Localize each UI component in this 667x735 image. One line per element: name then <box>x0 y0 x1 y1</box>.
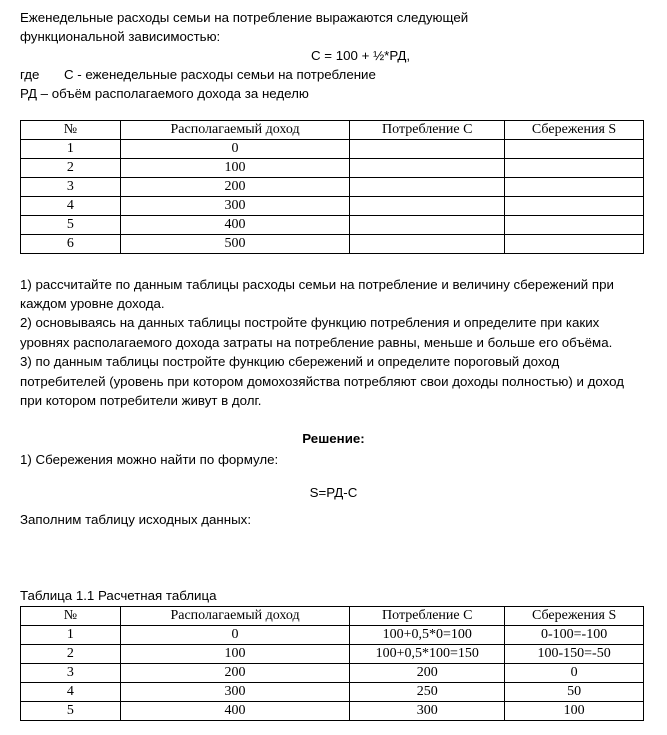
cell: 50 <box>505 683 644 702</box>
consumption-formula: С = 100 + ½*РД, <box>311 48 411 63</box>
cell: 5 <box>21 216 121 235</box>
cell: 1 <box>21 626 121 645</box>
cell <box>350 178 505 197</box>
cell: 100+0,5*0=100 <box>350 626 505 645</box>
cell <box>350 216 505 235</box>
solution-heading: Решение: <box>302 431 365 446</box>
table-header-row <box>21 607 644 626</box>
cell: 0-100=-100 <box>505 626 644 645</box>
table-row <box>21 140 644 159</box>
cell: 0 <box>505 664 644 683</box>
cell <box>350 197 505 216</box>
table-row <box>21 197 644 216</box>
header-savings: Сбережения S <box>505 607 644 626</box>
solution-step-1: 1) Сбережения можно найти по формуле: <box>20 452 279 467</box>
task-line: потребителей (уровень при котором домохозяйства потребляют свои доходы полностью) и доход <box>20 374 624 389</box>
cell: 100 <box>120 159 350 178</box>
table-row <box>21 216 644 235</box>
calculation-table <box>20 606 644 721</box>
cell: 200 <box>120 178 350 197</box>
intro-line-2: функциональной зависимостью: <box>20 29 221 44</box>
cell: 100 <box>505 702 644 721</box>
table-row <box>21 178 644 197</box>
cell: 100+0,5*100=150 <box>350 645 505 664</box>
task-line: 2) основываясь на данных таблицы постройте функцию потребления и определите при каких <box>20 315 600 330</box>
cell: 250 <box>350 683 505 702</box>
cell <box>505 235 644 254</box>
cell: 300 <box>120 683 350 702</box>
cell: 400 <box>120 216 350 235</box>
task-line: каждом уровне дохода. <box>20 296 165 311</box>
cell: 5 <box>21 702 121 721</box>
source-table <box>20 120 644 254</box>
task-line: 1) рассчитайте по данным таблицы расходы семьи на потребление и величину сбережений при <box>20 277 614 292</box>
table-row <box>21 235 644 254</box>
cell: 300 <box>120 197 350 216</box>
table-row <box>21 159 644 178</box>
cell <box>350 140 505 159</box>
cell: 3 <box>21 664 121 683</box>
cell <box>505 140 644 159</box>
task-line: при котором потребители живут в долг. <box>20 393 262 408</box>
where-label: где <box>20 67 40 82</box>
header-income: Располагаемый доход <box>120 121 350 140</box>
cell: 4 <box>21 197 121 216</box>
cell <box>505 197 644 216</box>
cell: 200 <box>120 664 350 683</box>
header-number: № <box>21 607 121 626</box>
cell <box>350 235 505 254</box>
cell: 3 <box>21 178 121 197</box>
header-consumption: Потребление С <box>350 121 505 140</box>
cell: 300 <box>350 702 505 721</box>
cell: 1 <box>21 140 121 159</box>
cell: 0 <box>120 140 350 159</box>
cell <box>505 216 644 235</box>
cell: 200 <box>350 664 505 683</box>
savings-formula: S=РД-С <box>309 485 358 500</box>
intro-line-1: Еженедельные расходы семьи на потребление выражаются следующей <box>20 10 469 25</box>
table-header-row <box>21 121 644 140</box>
cell <box>505 159 644 178</box>
header-consumption: Потребление С <box>350 607 505 626</box>
where-rd-definition: РД – объём располагаемого дохода за неделю <box>20 86 309 101</box>
header-number: № <box>21 121 121 140</box>
cell: 100 <box>120 645 350 664</box>
cell: 0 <box>120 626 350 645</box>
table-row <box>21 683 644 702</box>
header-income: Располагаемый доход <box>120 607 350 626</box>
cell: 4 <box>21 683 121 702</box>
cell <box>505 178 644 197</box>
cell: 2 <box>21 645 121 664</box>
cell: 2 <box>21 159 121 178</box>
cell: 400 <box>120 702 350 721</box>
table-row <box>21 664 644 683</box>
cell: 100-150=-50 <box>505 645 644 664</box>
cell: 500 <box>120 235 350 254</box>
task-line: уровнях располагаемого дохода затраты на потребление равны, меньше и больше его объёма. <box>20 335 613 350</box>
table-row <box>21 645 644 664</box>
header-savings: Сбережения S <box>505 121 644 140</box>
table-row <box>21 702 644 721</box>
table-row <box>21 626 644 645</box>
cell: 6 <box>21 235 121 254</box>
fill-table-text: Заполним таблицу исходных данных: <box>20 512 252 527</box>
table-caption: Таблица 1.1 Расчетная таблица <box>20 588 217 603</box>
where-c-definition: С - еженедельные расходы семьи на потребление <box>64 67 376 82</box>
cell <box>350 159 505 178</box>
task-line: 3) по данным таблицы постройте функцию сбережений и определите пороговый доход <box>20 354 560 369</box>
